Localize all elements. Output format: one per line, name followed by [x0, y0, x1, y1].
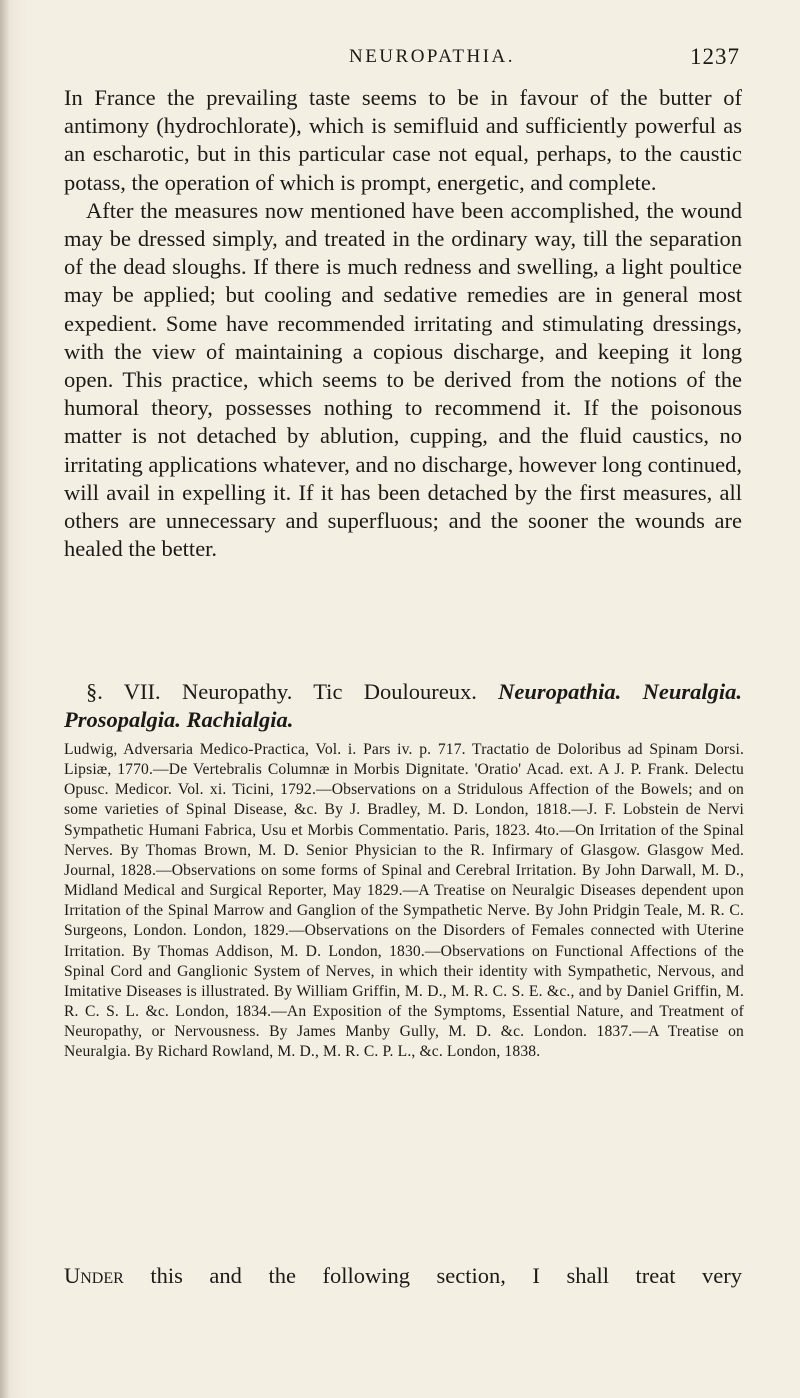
closing-lead-word: Under — [64, 1263, 124, 1288]
page-number: 1237 — [690, 44, 740, 69]
section-latin-4: Rachialgia. — [186, 707, 294, 732]
references-block — [64, 740, 744, 1063]
page-header — [64, 44, 740, 74]
paragraph-1: In France the prevailing taste seems to be in favour of the butter of antimony (hydrochlorate), which is semifluid and sufficiently powerful as an escharotic, but in this particular case not equal, perhaps, to the caustic potass, the operation of which is prompt, energetic, and complete. — [64, 85, 742, 195]
body-text — [64, 84, 742, 563]
section-heading — [64, 678, 742, 734]
closing-line — [64, 1262, 742, 1290]
references-text: Ludwig, Adversaria Medico-Practica, Vol. i. Pars iv. p. 717. Tractatio de Doloribus ad Spinam Dorsi. Lipsiæ, 1770.—De Vertebralis Columnæ in Morbis Dignitate. 'Oratio' Acad. ext. A J. P. Frank. Delectu Opusc. Medicor. Vol. xi. Ticini, 1792.—Observations on a Stridulous Affection of the Bowels; and on some varieties of Spinal Disease, &c. By J. Bradley, M. D. London, 1818.—J. F. Lobstein de Nervi Sympathetic Humani Fabrica, Usu et Morbis Commentatio. Paris, 1823. 4to.—On Irritation of the Spinal Nerves. By Thomas Brown, M. D. Senior Physician to the R. Infirmary of Glasgow. Glasgow Med. Journal, 1828.—Observations on some forms of Spinal and Cerebral Irritation. By John Darwall, M. D., Midland Medical and Surgical Reporter, May 1829.—A Treatise on Neuralgic Diseases dependent upon Irritation of the Spinal Marrow and Ganglion of the Sympathetic Nerve. By John Pridgin Teale, M. R. C. Surgeons, London. London, 1829.—Observations on the Disorders of Females connected with Uterine Irritation. By Thomas Addison, M. D. London, 1830.—Observations on Functional Affections of the Spinal Cord and Ganglionic System of Nerves, in which their identity with Sympathetic, Nervous, and Imitative Diseases is illustrated. By William Griffin, M. D., M. R. C. S. E. &c., and by Daniel Griffin, M. R. C. S. L. &c. London, 1834.—An Exposition of the Symptoms, Essential Nature, and Treatment of Neuropathy, or Nervousness. By James Manby Gully, M. D. &c. London. 1837.—A Treatise on Neuralgia. By Richard Rowland, M. D., M. R. C. P. L., &c. London, 1838. — [64, 741, 744, 1061]
section-latin-1: Neuropathia. — [498, 679, 622, 704]
section-number: §. VII. — [86, 679, 161, 704]
binding-shadow — [0, 0, 10, 1398]
section-latin-3: Prosopalgia. — [64, 707, 181, 732]
section-latin-2: Neuralgia. — [642, 679, 743, 704]
closing-text: this and the following section, I shall treat very — [150, 1263, 742, 1288]
section-title: Neuropathy. Tic Douloureux. — [181, 679, 477, 704]
paragraph-2: After the measures now mentioned have been accomplished, the wound may be dressed simply, and treated in the ordinary way, till the separation of the dead sloughs. If there is much redness and swelling, a light poultice may be applied; but cooling and sedative remedies are in general most expedient. Some have recommended irritating and stimulating dressings, with the view of maintaining a copious discharge, and keeping it long open. This practice, which seems to be derived from the notions of the humoral theory, possesses nothing to recommend it. If the poisonous matter is not detached by ablution, cupping, and the fluid caustics, no irritating applications whatever, and no discharge, however long continued, will avail in expelling it. If it has been detached by the first measures, all others are unnecessary and superfluous; and the sooner the wounds are healed the better. — [64, 197, 742, 562]
running-head: NEUROPATHIA. — [348, 46, 515, 67]
